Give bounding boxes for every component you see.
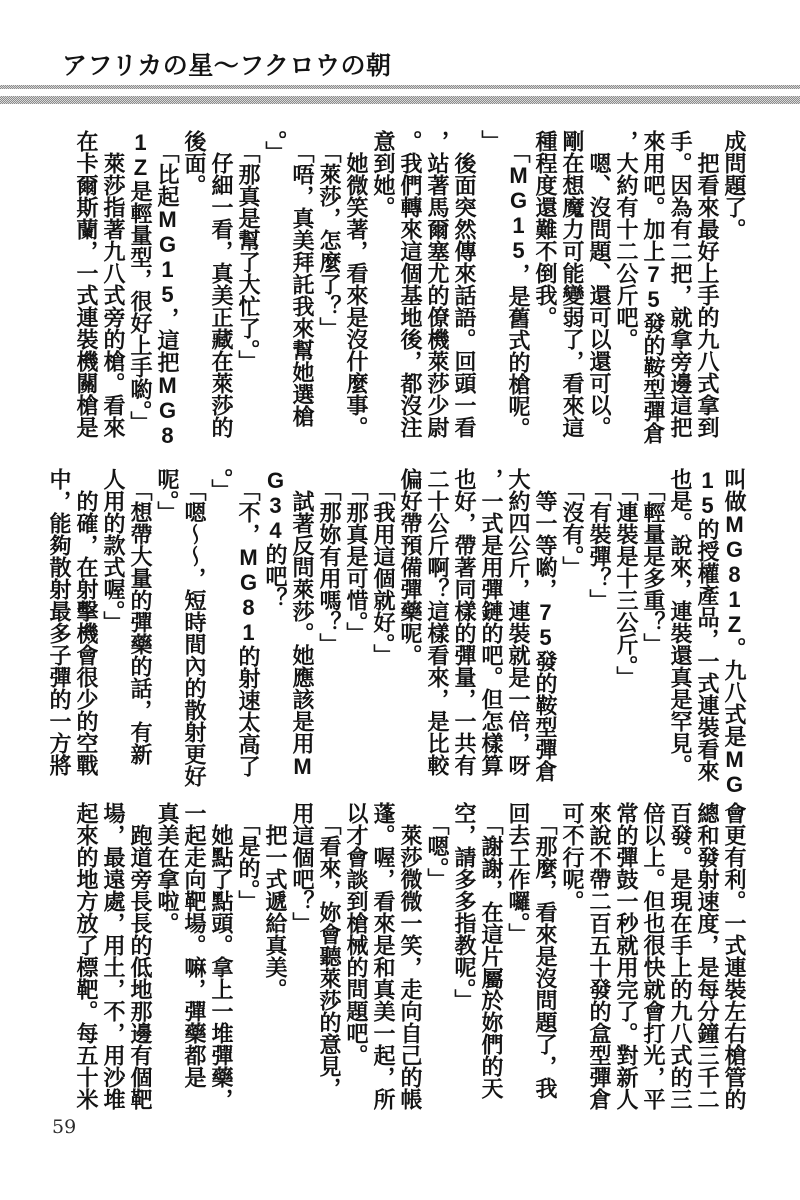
text-column: 成問題了。 [722,130,747,240]
text-column: 後面。 [182,130,207,196]
text-column: 「那真是幫了大忙了。」 [236,130,261,372]
text-band-middle [46,468,748,797]
text-column: 「MG15，是舊式的槍呢。 [506,130,531,439]
text-column: 她點了點頭。拿上一堆彈藥， [209,802,234,1110]
text-column: 偏好帶預備彈藥呢。 [398,468,423,666]
text-column: 叫做MG81Z。九八式是MG [722,468,747,797]
text-column: 總和發射速度，是每分鐘三千二 [695,802,720,1110]
text-column: 「那真是可惜。」 [344,468,369,644]
text-column: 。」 [209,468,234,501]
text-column: 「連裝是十三公斤。」 [614,468,639,688]
text-column: 倍以上。但也很快就會打光，平 [641,802,666,1110]
text-column: 手。因為有二把，就拿旁邊這把 [668,130,693,438]
text-column: 「嗯。」 [425,802,450,890]
text-column: 「唔，真美拜託我來幫她選槍 [290,130,315,427]
text-column: 人用的款式喔。」 [101,468,126,633]
text-column: 真美在拿啦。 [155,802,180,934]
text-column: 用這個吧？」 [290,802,315,934]
text-column: 的確，在射擊機會很少的空戰 [74,468,99,776]
text-column: G34的吧？ [263,468,288,609]
header-rule-thick [0,96,800,104]
text-column: 「有裝彈？」 [587,468,612,611]
text-column: 把一式遞給真美。 [263,802,288,1000]
text-column: ，大約有十二公斤吧。 [614,130,639,350]
text-column: 後面突然傳來話語。回頭一看 [452,130,477,438]
text-column: 「輕量是多重？」 [641,468,666,655]
text-column: 嗯、沒問題、還可以還可以。 [587,130,612,438]
text-column: 以才會談到槍械的問題吧。 [344,802,369,1066]
text-column: 一起走向靶場。嘛，彈藥都是 [182,802,207,1088]
text-column: 仔細一看，真美正藏在萊莎的 [209,130,234,438]
text-column: 「不，MG81的射速太高了 [236,468,261,777]
text-column: 百發。是現在手上的九八式的三 [668,802,693,1110]
text-column: 跑道旁長長的低地那邊有個靶 [128,802,153,1110]
text-column: 「沒有。」 [560,468,585,578]
text-column: 15的授權產品，一式連裝看來 [695,468,720,782]
text-column: 常的彈鼓一秒就用完了。對新人 [614,802,639,1110]
text-column: 「那妳有用嗎？」 [317,468,342,655]
text-column: 試著反問萊莎。她應該是用M [290,468,315,779]
text-column: 起來的地方放了標靶。每五十米 [74,802,99,1110]
text-column: 空，請多多指教呢。」 [452,802,477,1011]
header-rule-thin [0,85,800,89]
text-column: 等一等喲，75發的鞍型彈倉 [533,468,558,782]
text-column: 「我用這個就好。」 [371,468,396,666]
text-column: 會更有利。一式連裝左右槍管的 [722,802,747,1110]
text-column: 萊莎微微一笑，走向自己的帳 [398,802,423,1110]
text-column: 1Z是輕量型，很好上手喲。」 [128,130,153,433]
text-column: 把看來最好上手的九八式拿到 [695,130,720,438]
text-column: 場，最遠處，用土，不，用沙堆 [101,802,126,1110]
text-column: 種程度還難不倒我。 [533,130,558,328]
text-column: 「嗯～～，短時間內的散射更好 [182,468,207,787]
text-column: 也好，帶著同樣的彈量，一共有 [452,468,477,776]
text-column: 意到她。 [371,130,396,218]
text-column: 來用吧。加上75發的鞍型彈倉 [641,130,666,444]
text-band-bottom [73,802,748,1110]
text-column: 她微笑著，看來是沒什麼事。 [344,130,369,438]
text-column: 「看來，妳會聽萊莎的意見， [317,802,342,1099]
text-column: 二十公斤啊？這樣看來，是比較 [425,468,450,776]
text-column: 在卡爾斯蘭，一式連裝機關槍是 [74,130,99,438]
text-column: 。」 [263,130,288,163]
text-column: 也是。說來，連裝還真是罕見。 [668,468,693,776]
text-column: 回去工作囉。」 [506,802,531,945]
text-column: ，站著馬爾塞尤的僚機萊莎少尉 [425,130,450,438]
text-column: 「萊莎，怎麼了？」 [317,130,342,339]
text-column: 大約四公斤，連裝就是一倍，呀 [506,468,531,776]
text-column: 「謝謝，在這片屬於妳們的天 [479,802,504,1099]
text-column: 可不行呢。 [560,802,585,912]
text-column: ，一式是用彈鏈的吧。但怎樣算 [479,468,504,776]
text-column: 「想帶大量的彈藥的話，有新 [128,468,153,765]
text-column: 剛在想魔力可能變弱了，看來這 [560,130,585,438]
text-column: 「是的。」 [236,802,261,912]
text-column: 來說不帶二百五十發的盒型彈倉 [587,802,612,1110]
text-column: 。我們轉來這個基地後，都沒注 [398,130,423,438]
text-column: 中，能夠散射最多子彈的一方將 [47,468,72,776]
text-column: 「那麼，看來是沒問題了，我 [533,802,558,1099]
text-column: 呢。」 [155,468,180,523]
text-column: 」 [479,130,504,152]
text-column: 「比起MG15，這把MG8 [155,130,180,448]
page-number: 59 [52,1116,77,1138]
text-column: 蓬。喔，看來是和真美一起，所 [371,802,396,1110]
page-title: アフリカの星～フクロウの朝 [62,52,392,80]
text-column: 萊莎指著九八式旁的槍。看來 [101,130,126,438]
text-band-top [73,130,748,448]
